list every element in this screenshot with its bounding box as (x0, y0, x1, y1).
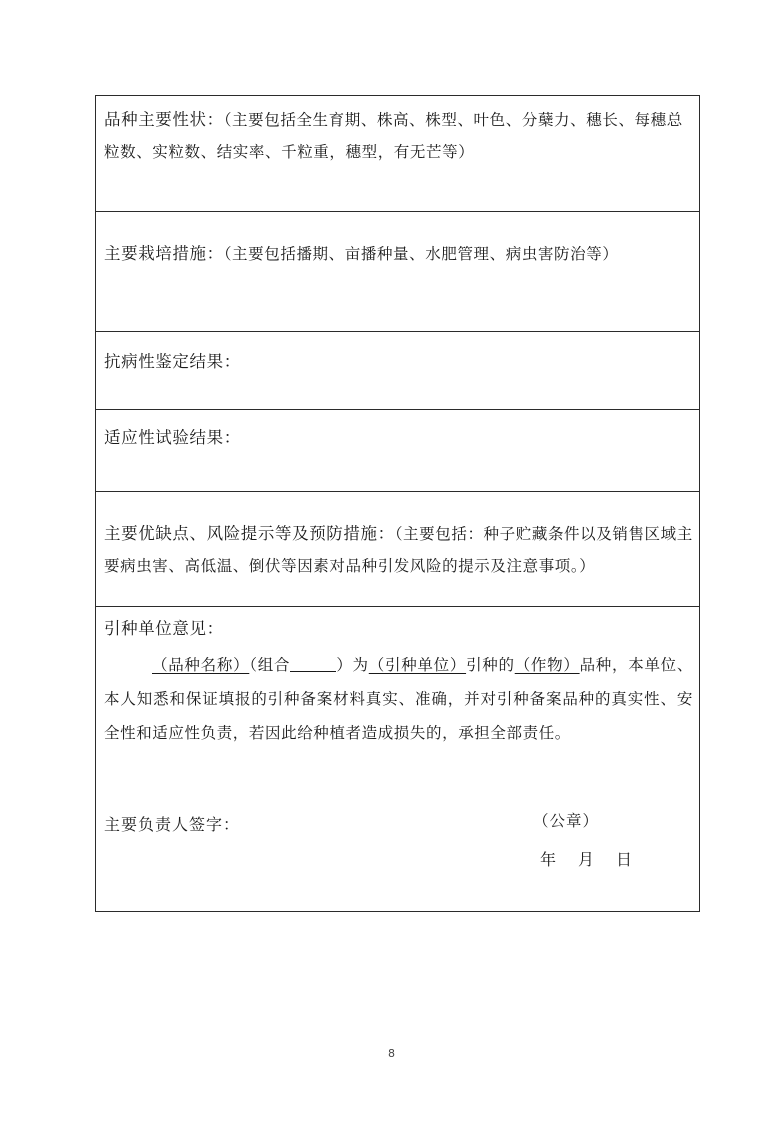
cultivation-note: （主要包括播期、亩播种量、水肥管理、病虫害防治等） (223, 245, 619, 263)
adaptability-label: 适应性试验结果： (104, 428, 241, 447)
opinion-title-text: 引种单位意见： (104, 619, 224, 638)
date-day: 日 (616, 850, 633, 869)
cultivation-label: 主要栽培措施： (104, 244, 224, 263)
unit-field: （引种单位） (368, 656, 467, 674)
pros-cons-label: 主要优缺点、风险提示等及预防措施： (104, 524, 395, 543)
combo-close: ） (336, 656, 353, 674)
crop-field: （作物） (514, 656, 580, 674)
opinion-paragraph (104, 648, 693, 750)
disease-resistance-label: 抗病性鉴定结果： (104, 352, 241, 371)
main-traits-text (104, 104, 693, 168)
row-cultivation (96, 212, 699, 332)
adaptability-text (104, 422, 693, 454)
date-month: 月 (578, 850, 595, 869)
row-main-traits (96, 96, 699, 212)
row-adaptability (96, 410, 699, 492)
record-form-table (95, 95, 700, 912)
date-year: 年 (540, 850, 557, 869)
disease-resistance-text (104, 346, 693, 378)
row-disease-resistance (96, 332, 699, 410)
row-pros-cons-risk (96, 492, 699, 607)
signature-label: 主要负责人签字： (104, 815, 241, 834)
row-introducer-opinion (96, 607, 699, 913)
yin-zhong-de-text: 引种的 (466, 656, 515, 674)
pros-cons-note: （主要包括：种子贮藏条件以及销售区域主要病虫害、高低温、倒伏等因素对品种引发风险的提示及注意事项。） (104, 525, 693, 575)
combo-blank (290, 657, 336, 672)
opinion-rest-text: 品种，本单位、本人知悉和保证填报的引种备案材料真实、准确，并对引种备案品种的真实性、安全性和适应性负责，若因此给种植者造成损失的，承担全部责任。 (104, 656, 693, 742)
opinion-title (104, 613, 693, 645)
page-number: 8 (388, 1047, 395, 1060)
date-line (540, 847, 654, 870)
pros-cons-text (104, 518, 693, 582)
variety-name-field: （品种名称） (152, 656, 250, 674)
cultivation-text (104, 238, 693, 270)
wei-text: 为 (352, 656, 369, 674)
main-traits-label: 品种主要性状： (104, 110, 224, 129)
combo-open: （组合 (249, 656, 291, 674)
official-seal-label: （公章） (533, 812, 600, 830)
main-traits-note: （主要包括全生育期、株高、株型、叶色、分蘖力、穗长、每穗总粒数、实粒数、结实率、千粒重，穗型，有无芒等） (104, 111, 683, 161)
